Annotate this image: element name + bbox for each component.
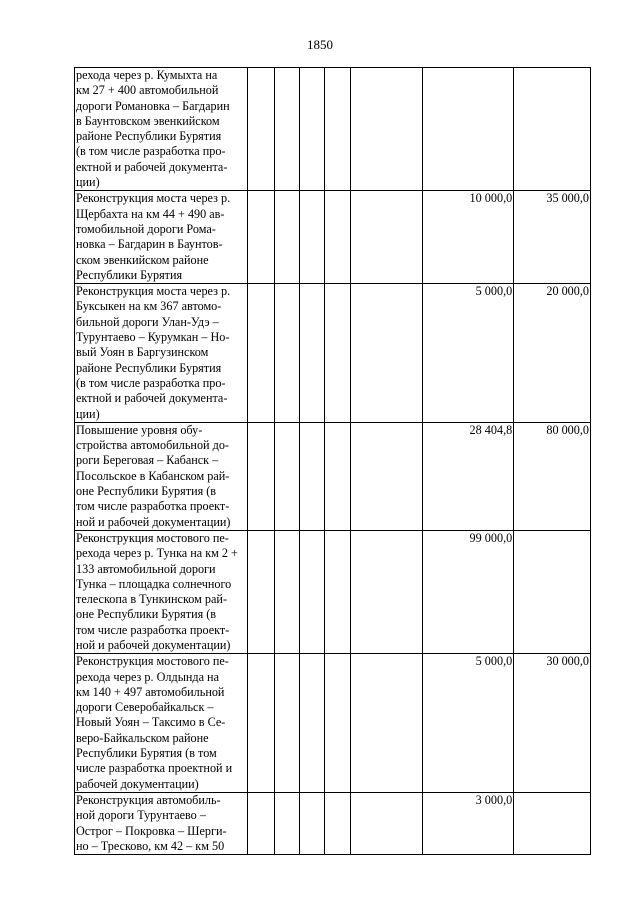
project-description: Реконструкция моста через р. Щербахта на км 44 + 490 ав- томобильной дороги Рома- новка – Багдарин в Баунтов- ском эвенкийском районе Республики Бурятия [75, 191, 248, 284]
cell-col5 [350, 284, 423, 423]
cell-col2 [274, 284, 299, 423]
cell-amount-2 [514, 792, 591, 854]
cell-col1 [247, 68, 274, 191]
cell-amount-1: 99 000,0 [423, 530, 514, 653]
cell-col1 [247, 422, 274, 530]
cell-col4 [325, 68, 350, 191]
cell-col4 [325, 654, 350, 793]
cell-col5 [350, 68, 423, 191]
table-row [75, 792, 591, 854]
table-row [75, 654, 591, 793]
cell-col3 [300, 792, 325, 854]
cell-col2 [274, 191, 299, 284]
cell-amount-1 [423, 68, 514, 191]
cell-col1 [247, 284, 274, 423]
cell-col4 [325, 191, 350, 284]
cell-amount-1: 10 000,0 [423, 191, 514, 284]
table-row [75, 422, 591, 530]
project-description: Реконструкция автомобиль- ной дороги Турунтаево – Острог – Покровка – Шерги- но – Тресково, км 42 – км 50 [75, 792, 248, 854]
project-description: Повышение уровня обу- стройства автомобильной до- роги Береговая – Кабанск – Посольское в Кабанском рай- оне Республики Бурятия (в том числе разработка проект- ной и рабочей документации) [75, 422, 248, 530]
cell-col3 [300, 284, 325, 423]
project-description: Реконструкция мостового пе- рехода через р. Олдында на км 140 + 497 автомобильной дороги Северобайкальск – Новый Уоян – Таксимо в Се- веро-Байкальском районе Республики Бурятия (в том числе разработка проектной и рабочей документации) [75, 654, 248, 793]
cell-col5 [350, 654, 423, 793]
cell-amount-2 [514, 530, 591, 653]
table-row [75, 530, 591, 653]
cell-col1 [247, 654, 274, 793]
cell-col4 [325, 530, 350, 653]
cell-col3 [300, 422, 325, 530]
table-row [75, 68, 591, 191]
cell-col2 [274, 792, 299, 854]
budget-table [74, 67, 591, 855]
cell-col1 [247, 191, 274, 284]
cell-col2 [274, 68, 299, 191]
cell-amount-1: 5 000,0 [423, 284, 514, 423]
cell-col1 [247, 530, 274, 653]
cell-col3 [300, 654, 325, 793]
cell-amount-1: 28 404,8 [423, 422, 514, 530]
cell-col5 [350, 530, 423, 653]
cell-col4 [325, 284, 350, 423]
cell-amount-2: 20 000,0 [514, 284, 591, 423]
project-description: рехода через р. Кумыхта на км 27 + 400 автомобильной дороги Романовка – Багдарин в Баунтовском эвенкийском районе Республики Бурятия (в том числе разработка про- ектной и рабочей документа- ции) [75, 68, 248, 191]
cell-amount-2: 35 000,0 [514, 191, 591, 284]
cell-amount-1: 5 000,0 [423, 654, 514, 793]
cell-col2 [274, 654, 299, 793]
cell-col2 [274, 530, 299, 653]
cell-col5 [350, 792, 423, 854]
cell-col3 [300, 191, 325, 284]
cell-col2 [274, 422, 299, 530]
cell-col4 [325, 422, 350, 530]
cell-col1 [247, 792, 274, 854]
cell-col5 [350, 191, 423, 284]
project-description: Реконструкция моста через р. Буксыкен на км 367 автомо- бильной дороги Улан-Удэ – Турунтаево – Курумкан – Но- вый Уоян в Баргузинском районе Республики Бурятия (в том числе разработка про- ектной и рабочей документа- ции) [75, 284, 248, 423]
page-number: 1850 [307, 37, 333, 52]
table-row [75, 284, 591, 423]
table-row [75, 191, 591, 284]
cell-col3 [300, 530, 325, 653]
project-description: Реконструкция мостового пе- рехода через р. Тунка на км 2 + 133 автомобильной дороги Тунка – площадка солнечного телескопа в Тункинском рай- оне Республики Бурятия (в том числе разработка проект- ной и рабочей документации) [75, 530, 248, 653]
cell-amount-2: 30 000,0 [514, 654, 591, 793]
cell-amount-1: 3 000,0 [423, 792, 514, 854]
cell-amount-2 [514, 68, 591, 191]
cell-col3 [300, 68, 325, 191]
cell-amount-2: 80 000,0 [514, 422, 591, 530]
cell-col5 [350, 422, 423, 530]
cell-col4 [325, 792, 350, 854]
